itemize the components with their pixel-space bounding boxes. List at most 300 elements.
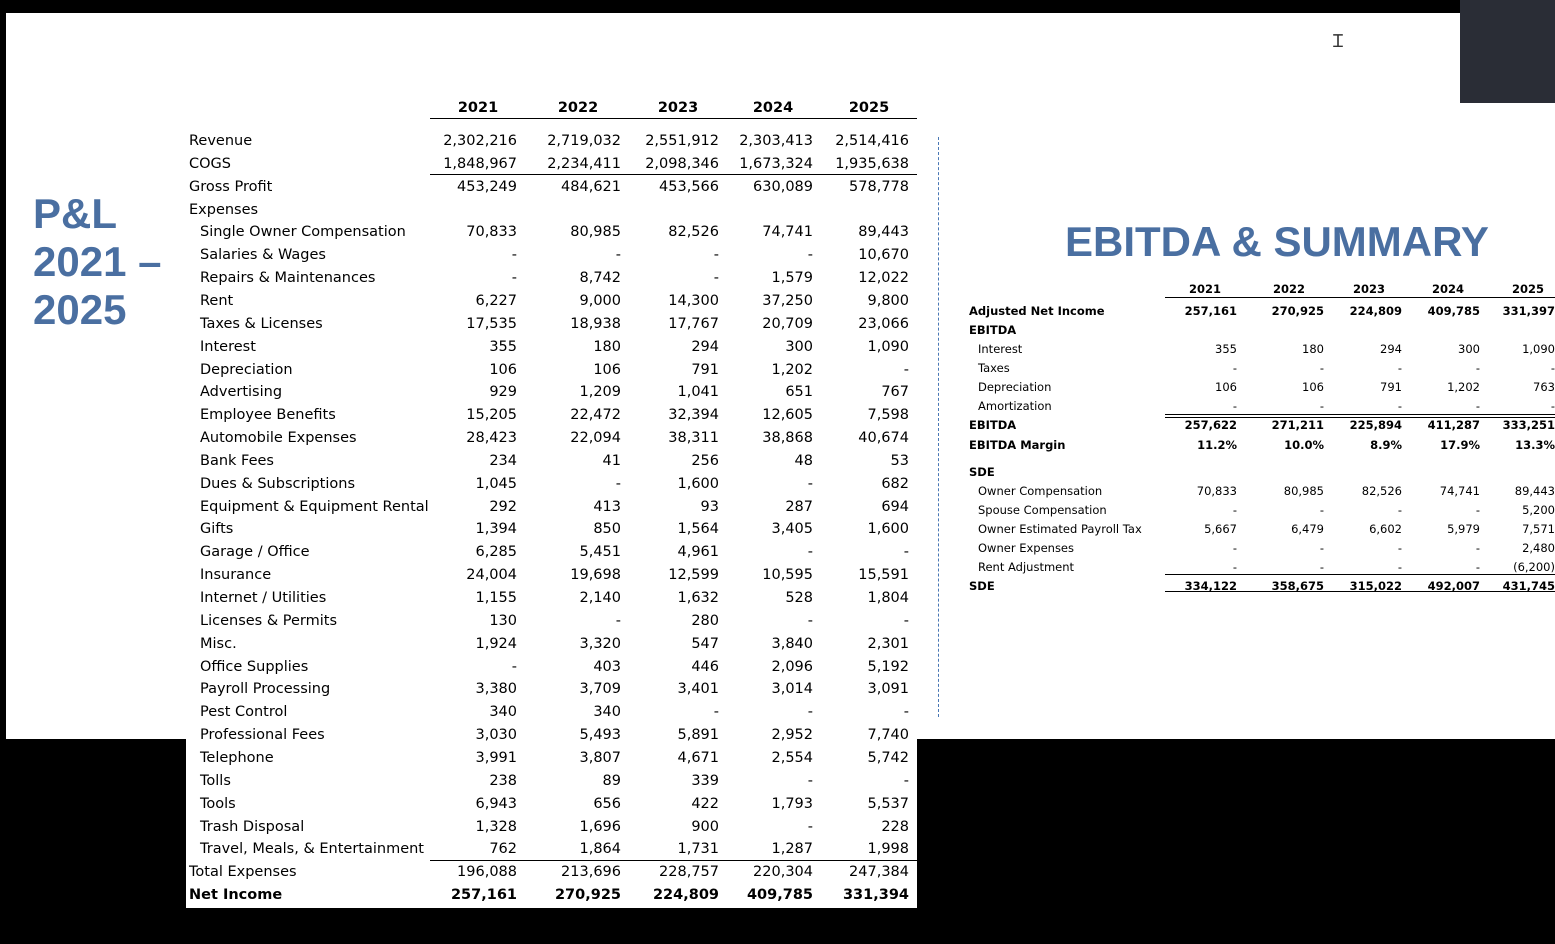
eb-row — [965, 320, 1555, 339]
eb-year-header: 2022 — [1272, 282, 1305, 296]
pl-row-label: Pest Control — [200, 704, 288, 721]
pl-row — [186, 724, 917, 746]
pl-cell: 74,741 — [762, 224, 813, 241]
eb-cell: 11.2% — [1197, 438, 1237, 452]
eb-cell: 106 — [1215, 380, 1237, 394]
pl-row — [186, 221, 917, 243]
pl-cell: 1,564 — [677, 521, 719, 538]
eb-row — [965, 396, 1555, 415]
eb-cell: 294 — [1380, 342, 1402, 356]
pl-cell: 3,091 — [867, 681, 909, 698]
pl-cell: - — [511, 658, 517, 675]
pl-cell: - — [807, 475, 813, 492]
pl-row — [186, 473, 917, 495]
eb-cell: 5,200 — [1522, 503, 1555, 517]
eb-ebitda-rule-2 — [1165, 417, 1555, 418]
pl-row — [186, 359, 917, 381]
header-rule — [430, 118, 917, 119]
pl-cell: 1,864 — [579, 841, 621, 858]
pl-cell: 7,598 — [867, 407, 909, 424]
pl-cell: 331,394 — [842, 887, 909, 904]
pl-cell: 767 — [881, 384, 909, 401]
pl-cell: 228 — [881, 818, 909, 835]
pl-cell: 2,551,912 — [645, 133, 719, 149]
pl-cell: - — [903, 544, 909, 561]
eb-cell: 17.9% — [1440, 438, 1480, 452]
pl-cell: 2,096 — [771, 658, 813, 675]
pl-cell: - — [511, 270, 517, 287]
eb-cell: 331,397 — [1502, 304, 1555, 318]
pl-cell: 256 — [691, 452, 719, 469]
pl-cell: 247,384 — [849, 864, 909, 881]
pl-cell: 1,793 — [771, 795, 813, 812]
pl-cell: 1,673,324 — [739, 155, 813, 172]
pl-cell: 53 — [890, 452, 909, 469]
eb-cell: 358,675 — [1271, 579, 1324, 593]
eb-cell: 82,526 — [1361, 484, 1402, 498]
pl-cell: - — [903, 772, 909, 789]
pl-cell: 547 — [691, 635, 719, 652]
pl-cell: 234 — [489, 452, 517, 469]
pl-row-label: Travel, Meals, & Entertainment — [200, 841, 424, 858]
eb-row-label: Spouse Compensation — [978, 503, 1107, 517]
eb-cell: - — [1232, 560, 1237, 574]
pl-cell: 22,472 — [570, 407, 621, 424]
eb-cell: - — [1232, 503, 1237, 517]
pl-row-label: Tolls — [200, 772, 231, 789]
pl-cell: 1,394 — [475, 521, 517, 538]
eb-row-label: Depreciation — [978, 380, 1052, 394]
eb-row-label: EBITDA — [969, 323, 1017, 337]
eb-row — [965, 576, 1555, 595]
pl-cell: 403 — [593, 658, 621, 675]
pl-cell: - — [807, 704, 813, 721]
pl-row — [186, 816, 917, 838]
pl-cell: - — [807, 772, 813, 789]
pl-row-label: Net Income — [189, 887, 283, 904]
pl-cell: - — [807, 544, 813, 561]
eb-cell: 300 — [1458, 342, 1480, 356]
eb-row — [965, 435, 1555, 454]
pl-row-label: Gifts — [200, 521, 234, 538]
pl-cell: 409,785 — [746, 887, 813, 904]
pl-row-label: Total Expenses — [189, 864, 297, 881]
pl-cell: 3,991 — [475, 749, 517, 766]
pl-row — [186, 587, 917, 609]
eb-row — [965, 538, 1555, 557]
pl-cell: 355 — [489, 338, 517, 355]
pl-cell: 2,302,216 — [443, 133, 517, 149]
pl-cell: 2,952 — [771, 727, 813, 744]
pl-row — [186, 838, 917, 860]
pl-cell: 578,778 — [849, 178, 909, 195]
eb-cell: - — [1475, 361, 1480, 375]
pl-cell: 1,924 — [475, 635, 517, 652]
pl-cell: 5,451 — [579, 544, 621, 561]
pl-row — [186, 747, 917, 769]
eb-row-label: SDE — [969, 579, 995, 593]
pl-cell: 3,709 — [579, 681, 621, 698]
eb-cell: - — [1397, 399, 1402, 413]
pl-cell: 2,719,032 — [547, 133, 621, 149]
eb-row-label: Interest — [978, 342, 1023, 356]
pl-cell: 22,094 — [570, 430, 621, 447]
eb-cell: 270,925 — [1271, 304, 1324, 318]
eb-cell: 1,090 — [1522, 342, 1555, 356]
pl-cell: 850 — [593, 521, 621, 538]
eb-year-header: 2024 — [1431, 282, 1464, 296]
eb-row-label: EBITDA — [969, 418, 1017, 432]
pl-cell: 9,800 — [867, 292, 909, 309]
pl-row-label: Insurance — [200, 567, 272, 584]
eb-cell: 791 — [1380, 380, 1402, 394]
eb-row-label: EBITDA Margin — [969, 438, 1066, 452]
pl-row-label: Salaries & Wages — [200, 247, 326, 264]
eb-row — [965, 415, 1555, 434]
pl-cell: 340 — [593, 704, 621, 721]
pl-cell: - — [713, 270, 719, 287]
eb-cell: 355 — [1215, 342, 1237, 356]
pl-cell: 2,514,416 — [835, 133, 909, 149]
pl-cell: 280 — [691, 612, 719, 629]
pl-row — [186, 381, 917, 403]
pl-cell: 1,600 — [677, 475, 719, 492]
pl-cell: 17,767 — [668, 315, 719, 332]
pl-cell: 5,742 — [867, 749, 909, 766]
total-rule — [430, 860, 917, 861]
pl-cell: 1,045 — [475, 475, 517, 492]
pl-cell: 422 — [691, 795, 719, 812]
pl-row — [186, 770, 917, 792]
eb-cell: - — [1397, 361, 1402, 375]
pl-title-line: 2025 — [33, 286, 127, 333]
pl-row-label: Dues & Subscriptions — [200, 475, 356, 492]
pl-cell: 1,998 — [867, 841, 909, 858]
eb-cell: - — [1475, 503, 1480, 517]
eb-row-label: Owner Estimated Payroll Tax — [978, 522, 1142, 536]
pl-row — [186, 199, 917, 221]
pl-row-label: Telephone — [200, 749, 274, 766]
pl-cell: 929 — [489, 384, 517, 401]
pl-cell: 12,599 — [668, 567, 719, 584]
pl-row-label: Depreciation — [200, 361, 293, 378]
eb-cell: - — [1319, 560, 1324, 574]
eb-cell: 6,602 — [1369, 522, 1402, 536]
eb-cell: - — [1319, 399, 1324, 413]
pl-year-header: 2021 — [457, 100, 499, 116]
eb-row-label: Rent Adjustment — [978, 560, 1075, 574]
eb-cell: - — [1232, 541, 1237, 555]
pl-row-label: Tools — [200, 795, 236, 812]
pl-row — [186, 153, 917, 175]
pl-cell: 8,742 — [579, 270, 621, 287]
eb-cell: - — [1232, 399, 1237, 413]
pl-row — [186, 793, 917, 815]
pl-cell: 238 — [489, 772, 517, 789]
pl-cell: 528 — [785, 590, 813, 606]
pl-cell: 257,161 — [450, 887, 517, 904]
text-cursor-icon: Ɪ — [1333, 31, 1344, 52]
pl-cell: 82,526 — [668, 224, 719, 241]
pl-row-label: Expenses — [189, 201, 259, 218]
pl-row — [186, 244, 917, 266]
pl-cell: 656 — [593, 795, 621, 812]
pl-row-label: Advertising — [200, 384, 283, 401]
pl-cell: 1,328 — [475, 818, 517, 835]
pl-cell: 1,202 — [771, 361, 813, 378]
eb-cell: 70,833 — [1196, 484, 1237, 498]
eb-cell: - — [1319, 503, 1324, 517]
eb-cell: 1,202 — [1447, 380, 1480, 394]
pl-cell: 2,303,413 — [739, 133, 813, 149]
pl-cell: - — [807, 247, 813, 264]
pl-year-header: 2024 — [752, 100, 794, 116]
eb-cell: 763 — [1533, 380, 1555, 394]
pl-cell: 3,807 — [579, 749, 621, 766]
pl-row-label: Equipment & Equipment Rental — [200, 498, 429, 515]
pl-cell: 4,671 — [677, 749, 719, 766]
section-divider — [938, 137, 939, 717]
pl-title-line: P&L — [33, 190, 117, 237]
pl-cell: 339 — [691, 772, 719, 789]
pl-cell: 6,285 — [475, 544, 517, 561]
pl-cell: 10,595 — [762, 567, 813, 584]
pl-row-label: Employee Benefits — [200, 407, 336, 424]
pl-cell: 6,943 — [475, 795, 517, 812]
pl-cell: 17,535 — [466, 315, 517, 332]
pl-cell: 270,925 — [554, 887, 621, 904]
pl-cell: - — [903, 361, 909, 378]
eb-cell: 13.3% — [1515, 438, 1555, 452]
pl-cell: 1,848,967 — [443, 155, 517, 172]
pl-cell: 12,605 — [762, 407, 813, 424]
corner-thumbnail — [1460, 0, 1555, 103]
pl-row — [186, 701, 917, 723]
eb-cell: 315,022 — [1349, 579, 1402, 593]
pl-cell: 630,089 — [753, 178, 813, 195]
pl-row-label: Bank Fees — [200, 452, 274, 469]
eb-cell: 411,287 — [1427, 418, 1480, 432]
pl-cell: 70,833 — [466, 224, 517, 241]
pl-cell: 3,014 — [771, 681, 813, 698]
pl-cell: - — [511, 247, 517, 264]
eb-row — [965, 377, 1555, 396]
pl-cell: 40,674 — [858, 430, 909, 447]
eb-cell: 257,161 — [1184, 304, 1237, 318]
pl-row — [186, 496, 917, 518]
pl-cell: 1,804 — [867, 590, 909, 606]
eb-row-label: Adjusted Net Income — [969, 304, 1105, 318]
eb-cell: 257,622 — [1184, 418, 1237, 432]
pl-cell: 228,757 — [659, 864, 719, 881]
pl-cell: 15,591 — [858, 567, 909, 584]
pl-cell: 3,405 — [771, 521, 813, 538]
pl-cell: 287 — [785, 498, 813, 515]
pl-cell: 5,192 — [867, 658, 909, 675]
eb-cell: - — [1475, 541, 1480, 555]
pl-cell: 213,696 — [561, 864, 621, 881]
pl-cell: 682 — [881, 475, 909, 492]
pl-cell: 5,891 — [677, 727, 719, 744]
pl-cell: 38,868 — [762, 430, 813, 447]
pl-cell: 762 — [489, 841, 517, 858]
pl-cell: 41 — [602, 452, 621, 469]
pl-cell: 3,380 — [475, 681, 517, 698]
pl-row-label: Gross Profit — [189, 178, 273, 195]
pl-cell: - — [903, 704, 909, 721]
pl-cell: - — [903, 612, 909, 629]
eb-year-header: 2023 — [1352, 282, 1385, 296]
eb-cell: - — [1397, 541, 1402, 555]
eb-row-label: SDE — [969, 465, 995, 479]
eb-ebitda-rule — [1165, 414, 1555, 415]
pl-cell: 1,600 — [867, 521, 909, 538]
pl-row — [186, 656, 917, 678]
pl-row — [186, 313, 917, 335]
pl-cell: 1,041 — [677, 384, 719, 401]
eb-row-label: Owner Compensation — [978, 484, 1103, 498]
ebitda-table — [965, 280, 1555, 600]
pl-cell: 791 — [691, 361, 719, 378]
pl-cell: 23,066 — [858, 315, 909, 332]
pl-cell: 1,731 — [677, 841, 719, 858]
pl-row-label: Misc. — [200, 635, 237, 652]
pl-cell: 1,632 — [677, 590, 719, 606]
pl-year-header: 2023 — [657, 100, 699, 116]
pl-row — [186, 290, 917, 312]
pl-cell: 1,579 — [771, 270, 813, 287]
pl-cell: 453,566 — [659, 178, 719, 195]
pl-cell: 15,205 — [466, 407, 517, 424]
eb-cell: - — [1550, 399, 1555, 413]
pl-cell: 413 — [593, 498, 621, 515]
pl-row-label: Trash Disposal — [200, 818, 305, 835]
eb-row-label: Amortization — [978, 399, 1052, 413]
pl-cell: 180 — [593, 338, 621, 355]
pl-cell: - — [807, 612, 813, 629]
pl-row — [186, 884, 917, 906]
pl-cell: 24,004 — [466, 567, 517, 584]
eb-cell: (6,200) — [1513, 560, 1555, 574]
pl-cell: 2,098,346 — [645, 155, 719, 172]
eb-sde-rule — [1165, 574, 1555, 575]
eb-cell: 271,211 — [1271, 418, 1324, 432]
pl-row-label: Repairs & Maintenances — [200, 270, 376, 287]
eb-cell: 5,667 — [1204, 522, 1237, 536]
pl-cell: 6,227 — [475, 292, 517, 309]
pl-cell: 4,961 — [677, 544, 719, 561]
pl-cell: 484,621 — [561, 178, 621, 195]
pl-cell: 292 — [489, 498, 517, 515]
pl-cell: 900 — [691, 818, 719, 835]
pl-cell: 224,809 — [652, 887, 719, 904]
eb-cell: 74,741 — [1439, 484, 1480, 498]
pl-cell: 20,709 — [762, 315, 813, 332]
pl-cell: 48 — [794, 452, 813, 469]
pl-cell: 10,670 — [858, 247, 909, 264]
pl-cell: 89 — [602, 772, 621, 789]
eb-cell: 2,480 — [1522, 541, 1555, 555]
pl-cell: 1,696 — [579, 818, 621, 835]
pl-cell: 694 — [881, 498, 909, 515]
ebitda-title: EBITDA & SUMMARY — [1065, 218, 1489, 265]
pl-row — [186, 610, 917, 632]
pl-cell: 37,250 — [762, 292, 813, 309]
eb-cell: - — [1319, 541, 1324, 555]
eb-row — [965, 519, 1555, 538]
eb-row — [965, 500, 1555, 519]
eb-cell: 89,443 — [1514, 484, 1555, 498]
pl-row-label: Rent — [200, 292, 234, 309]
pl-cell: 1,090 — [867, 338, 909, 355]
pl-row-label: Automobile Expenses — [200, 430, 357, 447]
pl-cell: 106 — [489, 361, 517, 378]
pl-year-header: 2025 — [848, 100, 890, 116]
pl-cell: 14,300 — [668, 292, 719, 309]
eb-cell: - — [1232, 361, 1237, 375]
pl-cell: 2,234,411 — [547, 155, 621, 172]
eb-cell: 409,785 — [1427, 304, 1480, 318]
eb-cell: 333,251 — [1502, 418, 1555, 432]
pl-cell: 3,840 — [771, 635, 813, 652]
pl-row-label: Internet / Utilities — [200, 590, 327, 606]
eb-row — [965, 301, 1555, 320]
eb-row-label: Taxes — [978, 361, 1010, 375]
pl-row — [186, 678, 917, 700]
eb-row-label: Owner Expenses — [978, 541, 1074, 555]
pl-year-header: 2022 — [557, 100, 599, 116]
pl-row-label: Taxes & Licenses — [200, 315, 323, 332]
pl-row-label: Revenue — [189, 133, 253, 149]
pl-row-label: Professional Fees — [200, 727, 325, 744]
pl-cell: 3,030 — [475, 727, 517, 744]
pl-row — [186, 633, 917, 655]
pl-cell: 93 — [700, 498, 719, 515]
pl-row-label: Licenses & Permits — [200, 612, 337, 629]
eb-row — [965, 358, 1555, 377]
eb-cell: 334,122 — [1184, 579, 1237, 593]
pl-row-label: COGS — [189, 155, 231, 172]
pl-row-label: Office Supplies — [200, 658, 309, 675]
pl-cell: 89,443 — [858, 224, 909, 241]
pl-table — [186, 96, 917, 908]
pl-row-label: Payroll Processing — [200, 681, 331, 698]
pl-cell: 300 — [785, 338, 813, 355]
pl-row — [186, 518, 917, 540]
pl-cell: 446 — [691, 658, 719, 675]
eb-cell: - — [1475, 560, 1480, 574]
eb-year-header: 2021 — [1188, 282, 1221, 296]
eb-row — [965, 462, 1555, 481]
pl-cell: 1,935,638 — [835, 155, 909, 172]
pl-cell: 28,423 — [466, 430, 517, 447]
eb-sde-underline — [1165, 591, 1555, 592]
pl-cell: 106 — [593, 361, 621, 378]
cogs-rule — [430, 174, 917, 175]
pl-cell: - — [615, 612, 621, 629]
pl-cell: 1,287 — [771, 841, 813, 858]
pl-cell: - — [713, 704, 719, 721]
eb-cell: 224,809 — [1349, 304, 1402, 318]
eb-row — [965, 481, 1555, 500]
pl-row-label: Interest — [200, 338, 256, 355]
pl-row — [186, 404, 917, 426]
pl-cell: 2,301 — [867, 635, 909, 652]
pl-cell: 38,311 — [668, 430, 719, 447]
eb-year-header: 2025 — [1511, 282, 1544, 296]
pl-cell: 19,698 — [570, 567, 621, 584]
eb-row — [965, 339, 1555, 358]
